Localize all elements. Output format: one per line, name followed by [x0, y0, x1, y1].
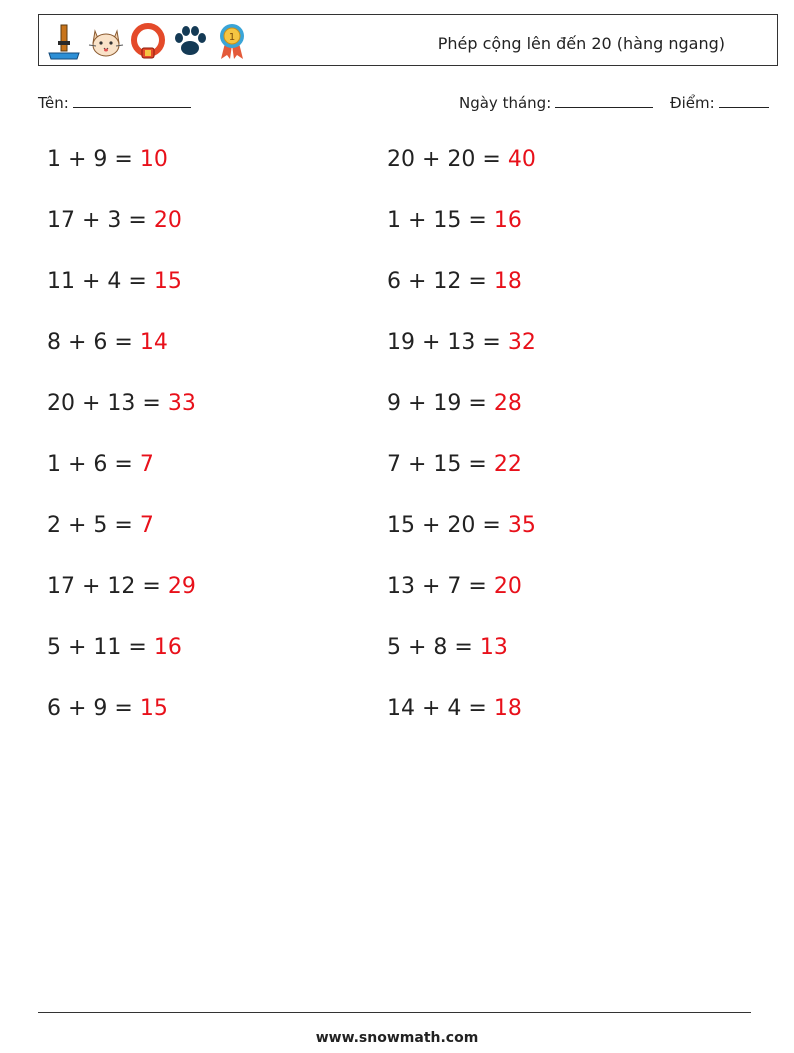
- paw-print-icon: [171, 21, 209, 61]
- problem-item: [47, 574, 196, 599]
- problem-item: [387, 391, 522, 416]
- name-field: [38, 93, 191, 112]
- problem-answer: 35: [507, 513, 536, 538]
- problem-item: [47, 208, 182, 233]
- score-label: Điểm:: [670, 94, 715, 112]
- problem-answer: 16: [493, 208, 522, 233]
- header-box: [38, 14, 778, 66]
- date-field: [459, 93, 653, 112]
- problem-item: [387, 574, 522, 599]
- problem-answer: 29: [167, 574, 196, 599]
- problem-answer: 15: [139, 696, 168, 721]
- ring-toss-icon: [45, 21, 83, 61]
- problem-item: [47, 391, 196, 416]
- problem-item: [47, 269, 182, 294]
- medal-icon: [213, 21, 251, 61]
- problem-answer: 40: [507, 147, 536, 172]
- problem-question: 1 + 15 =: [387, 208, 487, 233]
- problem-item: [47, 513, 154, 538]
- problem-answer: 18: [493, 696, 522, 721]
- svg-text:1: 1: [228, 32, 236, 43]
- problem-item: [47, 635, 182, 660]
- icon-strip: [45, 21, 251, 61]
- problem-answer: 18: [493, 269, 522, 294]
- problem-answer: 14: [139, 330, 168, 355]
- problem-item: [47, 696, 168, 721]
- problem-question: 6 + 9 =: [47, 696, 133, 721]
- problem-item: [387, 696, 522, 721]
- problem-question: 20 + 13 =: [47, 391, 161, 416]
- problem-answer: 32: [507, 330, 536, 355]
- problem-item: [387, 513, 536, 538]
- life-ring-icon: [129, 21, 167, 61]
- score-field: [670, 93, 769, 112]
- problem-question: 1 + 9 =: [47, 147, 133, 172]
- footer-rule: [38, 1012, 751, 1013]
- problem-item: [387, 147, 536, 172]
- problem-answer: 20: [153, 208, 182, 233]
- problem-item: [47, 147, 168, 172]
- problem-answer: 33: [167, 391, 196, 416]
- problem-question: 14 + 4 =: [387, 696, 487, 721]
- problem-answer: 13: [479, 635, 508, 660]
- problem-question: 7 + 15 =: [387, 452, 487, 477]
- problem-question: 5 + 8 =: [387, 635, 473, 660]
- date-blank[interactable]: [555, 93, 653, 108]
- problem-question: 13 + 7 =: [387, 574, 487, 599]
- problem-question: 17 + 12 =: [47, 574, 161, 599]
- problem-question: 6 + 12 =: [387, 269, 487, 294]
- problem-question: 9 + 19 =: [387, 391, 487, 416]
- worksheet-title: Phép cộng lên đến 20 (hàng ngang): [437, 34, 725, 53]
- problem-answer: 22: [493, 452, 522, 477]
- problem-answer: 16: [153, 635, 182, 660]
- problem-answer: 7: [139, 452, 154, 477]
- problem-item: [387, 208, 522, 233]
- problem-answer: 15: [153, 269, 182, 294]
- problem-question: 1 + 6 =: [47, 452, 133, 477]
- problem-item: [47, 452, 154, 477]
- problem-question: 19 + 13 =: [387, 330, 501, 355]
- problem-answer: 7: [139, 513, 154, 538]
- score-blank[interactable]: [719, 93, 769, 108]
- problem-question: 8 + 6 =: [47, 330, 133, 355]
- problem-question: 5 + 11 =: [47, 635, 147, 660]
- problem-answer: 28: [493, 391, 522, 416]
- problem-answer: 10: [139, 147, 168, 172]
- name-blank[interactable]: [73, 93, 191, 108]
- date-label: Ngày tháng:: [459, 94, 552, 112]
- footer-url: www.snowmath.com: [315, 1030, 479, 1046]
- problem-question: 15 + 20 =: [387, 513, 501, 538]
- problem-question: 11 + 4 =: [47, 269, 147, 294]
- problem-question: 17 + 3 =: [47, 208, 147, 233]
- cat-face-icon: [87, 21, 125, 61]
- problem-question: 2 + 5 =: [47, 513, 133, 538]
- problem-item: [387, 269, 522, 294]
- name-label: Tên:: [38, 94, 69, 112]
- problem-question: 20 + 20 =: [387, 147, 501, 172]
- problem-item: [387, 452, 522, 477]
- problem-item: [387, 635, 508, 660]
- problem-item: [47, 330, 168, 355]
- problem-item: [387, 330, 536, 355]
- problem-answer: 20: [493, 574, 522, 599]
